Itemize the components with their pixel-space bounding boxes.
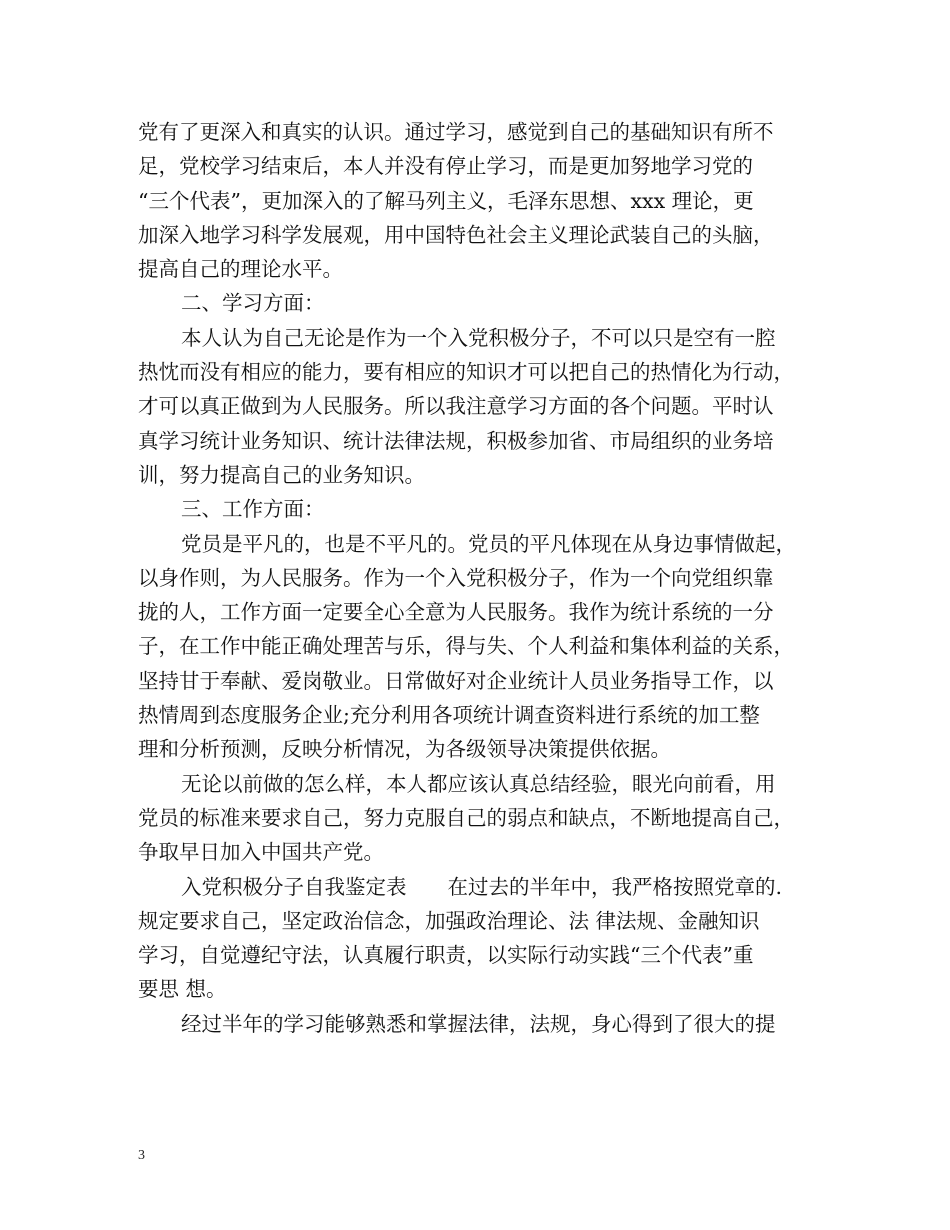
text-line: 热情周到态度服务企业;充分利用各项统计调查资料进行系统的加工整 bbox=[138, 703, 760, 728]
text-line: 要思 想。 bbox=[138, 977, 227, 1002]
text-line: 坚持甘于奉献、爱岗敬业。日常做好对企业统计人员业务指导工作，以 bbox=[138, 668, 774, 693]
text-line: 入党积极分子自我鉴定表 在过去的半年中，我严格按照党章的. bbox=[181, 874, 783, 899]
text-line: 三、工作方面： bbox=[181, 497, 325, 522]
text-line: 训，努力提高自己的业务知识。 bbox=[138, 462, 425, 487]
text-line: 理和分析预测，反映分析情况，为各级领导决策提供依据。 bbox=[138, 737, 671, 762]
page-number: 3 bbox=[138, 1148, 145, 1163]
body-text bbox=[138, 115, 828, 1041]
text-line: 党员是平凡的，也是不平凡的。党员的平凡体现在从身边事情做起， bbox=[181, 531, 796, 556]
text-line: 以身作则，为人民服务。作为一个入党积极分子，作为一个向党组织靠 bbox=[138, 565, 774, 590]
text-line: 规定要求自己，坚定政治信念，加强政治理论、法 律法规、金融知识 bbox=[138, 908, 760, 933]
text-line: 子，在工作中能正确处理苦与乐，得与失、个人利益和集体利益的关系， bbox=[138, 634, 794, 659]
text-line: 加深入地学习科学发展观，用中国特色社会主义理论武装自己的头脑， bbox=[138, 222, 774, 247]
text-line: 拢的人，工作方面一定要全心全意为人民服务。我作为统计系统的一分 bbox=[138, 600, 774, 625]
text-line: 才可以真正做到为人民服务。所以我注意学习方面的各个问题。平时认 bbox=[138, 394, 774, 419]
text-line: 热忱而没有相应的能力，要有相应的知识才可以把自己的热情化为行动， bbox=[138, 360, 794, 385]
text-line: “三个代表”，更加深入的了解马列主义，毛泽东思想、xxx 理论，更 bbox=[138, 188, 754, 213]
text-line: 二、学习方面： bbox=[181, 291, 325, 316]
text-line: 无论以前做的怎么样，本人都应该认真总结经验，眼光向前看，用 bbox=[181, 771, 776, 796]
text-line: 党有了更深入和真实的认识。通过学习，感觉到自己的基础知识有所不 bbox=[138, 120, 774, 144]
text-line: 足，党校学习结束后，本人并没有停止学习，而是更加努地学习党的 bbox=[138, 154, 753, 179]
text-line: 真学习统计业务知识、统计法律法规，积极参加省、市局组织的业务培 bbox=[138, 428, 774, 453]
text-line: 党员的标准来要求自己，努力克服自己的弱点和缺点，不断地提高自己， bbox=[138, 805, 794, 830]
text-line: 学习，自觉遵纪守法，认真履行职责，以实际行动实践“三个代表”重 bbox=[138, 943, 754, 968]
text-line: 经过半年的学习能够熟悉和掌握法律，法规，身心得到了很大的提 bbox=[181, 1011, 776, 1036]
text-line: 提高自己的理论水平。 bbox=[138, 257, 343, 282]
text-line: 本人认为自己无论是作为一个入党积极分子，不可以只是空有一腔 bbox=[181, 325, 776, 350]
text-line: 争取早日加入中国共产党。 bbox=[138, 840, 384, 865]
